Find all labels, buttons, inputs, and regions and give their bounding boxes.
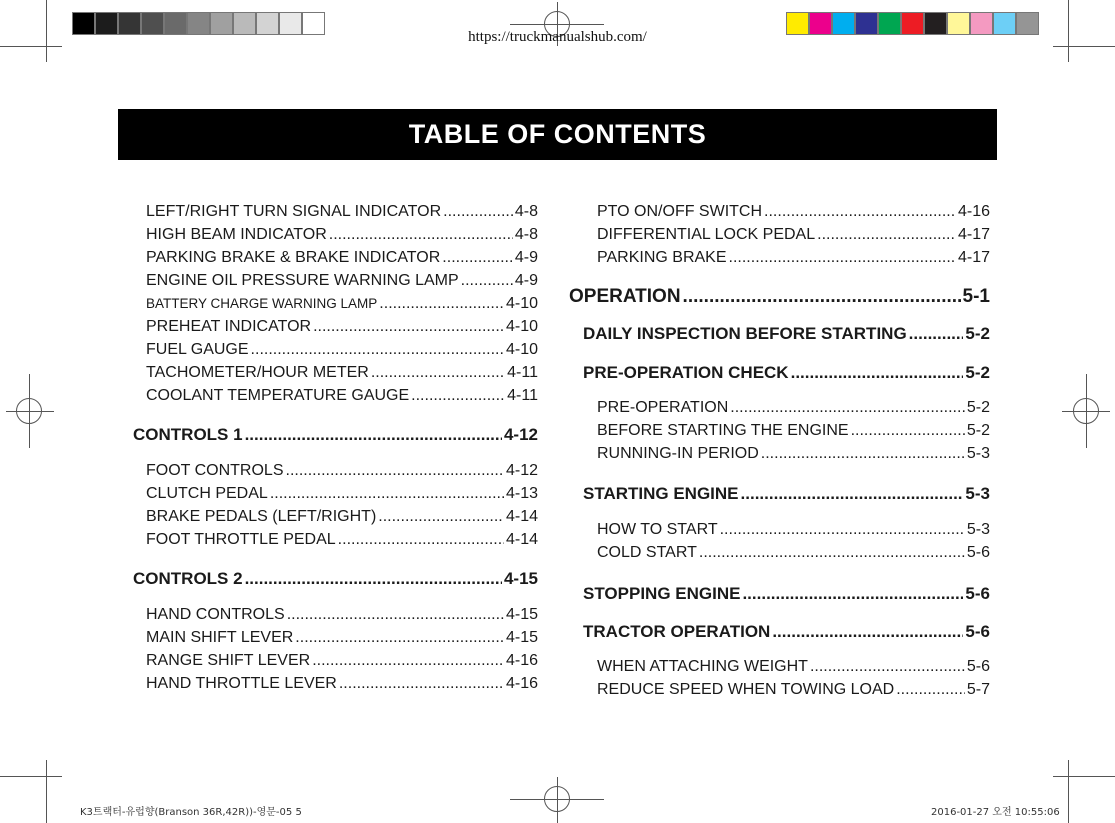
toc-dot-leader — [461, 272, 513, 290]
toc-dot-leader — [245, 425, 502, 445]
toc-entry-page: 5-3 — [966, 521, 990, 538]
toc-entry-title: DIFFERENTIAL LOCK PEDAL — [597, 226, 816, 243]
toc-entry[interactable] — [597, 658, 990, 678]
toc-entry-title: ENGINE OIL PRESSURE WARNING LAMP — [146, 272, 459, 289]
toc-dot-leader — [313, 318, 504, 336]
toc-entry-page: 5-1 — [962, 286, 990, 307]
toc-dot-leader — [411, 387, 505, 405]
toc-entry-page: 4-14 — [505, 531, 538, 548]
print-footer-right: 2016-01-27 오전 10:55:06 — [931, 807, 1060, 818]
toc-entry[interactable] — [133, 569, 538, 591]
toc-entry-page: 4-16 — [505, 652, 538, 669]
toc-entry[interactable] — [146, 485, 538, 505]
toc-dot-leader — [720, 521, 965, 539]
toc-entry-page: 5-2 — [965, 363, 990, 382]
crop-mark — [1053, 776, 1115, 777]
toc-entry[interactable] — [133, 425, 538, 447]
toc-entry-page: 4-15 — [505, 629, 538, 646]
toc-entry-title: PARKING BRAKE & BRAKE INDICATOR — [146, 249, 441, 266]
toc-entry[interactable] — [146, 508, 538, 528]
toc-entry-title: PTO ON/OFF SWITCH — [597, 203, 763, 220]
toc-entry[interactable] — [583, 584, 990, 606]
toc-entry-page: 4-10 — [505, 295, 538, 312]
toc-entry-page: 5-6 — [966, 544, 990, 561]
crop-mark — [1053, 46, 1115, 47]
toc-entry-title: FOOT THROTTLE PEDAL — [146, 531, 336, 548]
toc-entry[interactable] — [146, 249, 538, 269]
toc-entry-page: 4-13 — [505, 485, 538, 502]
toc-entry[interactable] — [597, 226, 990, 246]
toc-dot-leader — [772, 622, 963, 642]
toc-entry[interactable] — [146, 531, 538, 551]
toc-entry[interactable] — [583, 324, 990, 346]
toc-entry-title: FOOT CONTROLS — [146, 462, 284, 479]
crop-mark — [46, 760, 47, 823]
toc-entry[interactable] — [569, 286, 990, 310]
toc-dot-leader — [699, 544, 965, 562]
toc-dot-leader — [683, 286, 961, 308]
toc-entry[interactable] — [146, 462, 538, 482]
toc-entry[interactable] — [146, 606, 538, 626]
toc-entry-title: OPERATION — [569, 286, 681, 307]
toc-dot-leader — [817, 226, 956, 244]
toc-entry-title: HAND CONTROLS — [146, 606, 285, 623]
toc-entry-page: 4-9 — [514, 272, 538, 289]
toc-entry-page: 5-3 — [965, 484, 990, 503]
toc-entry-title: PREHEAT INDICATOR — [146, 318, 312, 335]
toc-dot-leader — [909, 324, 964, 344]
toc-dot-leader — [338, 531, 504, 549]
toc-entry[interactable] — [146, 387, 538, 407]
toc-entry-title: CONTROLS 1 — [133, 425, 243, 444]
toc-entry[interactable] — [583, 363, 990, 385]
toc-entry-page: 4-15 — [503, 569, 538, 588]
toc-dot-leader — [378, 508, 504, 526]
toc-dot-leader — [443, 203, 513, 221]
toc-entry-title: STARTING ENGINE — [583, 484, 739, 503]
toc-entry-page: 5-7 — [966, 681, 990, 698]
toc-dot-leader — [251, 341, 504, 359]
toc-entry-title: DAILY INSPECTION BEFORE STARTING — [583, 324, 907, 343]
toc-entry-title: HIGH BEAM INDICATOR — [146, 226, 327, 243]
toc-entry-page: 4-17 — [957, 249, 990, 266]
toc-entry-title: BATTERY CHARGE WARNING LAMP — [146, 296, 378, 311]
print-footer-left: K3트랙터-유럽향(Branson 36R,42R))-영문-05 5 — [80, 807, 302, 818]
toc-dot-leader — [329, 226, 513, 244]
toc-entry-title: MAIN SHIFT LEVER — [146, 629, 294, 646]
toc-dot-leader — [742, 584, 963, 604]
toc-entry-title: BRAKE PEDALS (LEFT/RIGHT) — [146, 508, 377, 525]
toc-entry-title: HOW TO START — [597, 521, 718, 538]
crop-mark — [0, 46, 62, 47]
toc-dot-leader — [791, 363, 964, 383]
toc-entry[interactable] — [597, 544, 990, 564]
toc-dot-leader — [245, 569, 502, 589]
toc-entry[interactable] — [597, 445, 990, 465]
toc-dot-leader — [730, 399, 965, 417]
toc-dot-leader — [764, 203, 956, 221]
toc-entry-title: CONTROLS 2 — [133, 569, 243, 588]
toc-entry-title: COOLANT TEMPERATURE GAUGE — [146, 387, 410, 404]
toc-entry-page: 4-14 — [505, 508, 538, 525]
toc-dot-leader — [286, 462, 504, 480]
toc-entry-page: 4-15 — [505, 606, 538, 623]
toc-entry-title: RUNNING-IN PERIOD — [597, 445, 759, 462]
toc-entry[interactable] — [146, 364, 538, 384]
toc-entry[interactable] — [146, 272, 538, 292]
toc-entry[interactable] — [146, 675, 538, 695]
toc-dot-leader — [810, 658, 965, 676]
page-title-text: TABLE OF CONTENTS — [408, 119, 707, 149]
toc-entry[interactable] — [146, 226, 538, 246]
toc-dot-leader — [442, 249, 513, 267]
toc-entry-title: CLUTCH PEDAL — [146, 485, 268, 502]
toc-dot-leader — [729, 249, 956, 267]
toc-entry-title: TACHOMETER/HOUR METER — [146, 364, 369, 381]
toc-entry[interactable] — [597, 681, 990, 701]
toc-entry-title: FUEL GAUGE — [146, 341, 249, 358]
toc-dot-leader — [761, 445, 965, 463]
toc-dot-leader — [371, 364, 505, 382]
toc-entry-title: REDUCE SPEED WHEN TOWING LOAD — [597, 681, 895, 698]
toc-entry-page: 5-2 — [966, 422, 990, 439]
toc-entry-page: 4-8 — [514, 226, 538, 243]
toc-entry-page: 4-12 — [503, 425, 538, 444]
toc-entry[interactable] — [583, 484, 990, 506]
toc-entry-page: 4-12 — [505, 462, 538, 479]
toc-dot-leader — [339, 675, 504, 693]
toc-entry[interactable] — [597, 249, 990, 269]
toc-entry-title: PRE-OPERATION — [597, 399, 729, 416]
toc-entry[interactable] — [597, 422, 990, 442]
toc-entry[interactable] — [597, 203, 990, 223]
toc-entry[interactable] — [597, 399, 990, 419]
toc-entry-page: 5-6 — [965, 622, 990, 641]
crop-mark — [1068, 760, 1069, 823]
page-title — [118, 109, 997, 160]
toc-entry-page: 5-6 — [965, 584, 990, 603]
toc-entry-title: HAND THROTTLE LEVER — [146, 675, 337, 692]
toc-entry[interactable] — [146, 652, 538, 672]
toc-entry[interactable] — [583, 622, 990, 644]
toc-dot-leader — [295, 629, 504, 647]
toc-dot-leader — [851, 422, 965, 440]
toc-entry-title: TRACTOR OPERATION — [583, 622, 771, 641]
crop-mark — [0, 776, 62, 777]
toc-entry-page: 5-6 — [966, 658, 990, 675]
source-url[interactable]: https://truckmanualshub.com/ — [468, 29, 647, 45]
toc-dot-leader — [287, 606, 504, 624]
toc-entry-title: STOPPING ENGINE — [583, 584, 741, 603]
toc-entry-title: LEFT/RIGHT TURN SIGNAL INDICATOR — [146, 203, 442, 220]
toc-entry[interactable] — [146, 629, 538, 649]
toc-dot-leader — [379, 295, 504, 313]
toc-entry-page: 4-9 — [514, 249, 538, 266]
toc-entry[interactable] — [146, 341, 538, 361]
toc-dot-leader — [896, 681, 965, 699]
toc-entry[interactable] — [146, 318, 538, 338]
toc-entry-title: PRE-OPERATION CHECK — [583, 363, 789, 382]
toc-entry-title: PARKING BRAKE — [597, 249, 727, 266]
toc-entry-page: 5-2 — [965, 324, 990, 343]
toc-entry-page: 4-11 — [507, 364, 538, 381]
toc-entry-title: BEFORE STARTING THE ENGINE — [597, 422, 849, 439]
toc-dot-leader — [312, 652, 504, 670]
toc-entry-page: 5-2 — [966, 399, 990, 416]
toc-dot-leader — [270, 485, 504, 503]
toc-entry-title: WHEN ATTACHING WEIGHT — [597, 658, 808, 675]
toc-dot-leader — [741, 484, 964, 504]
toc-entry[interactable] — [597, 521, 990, 541]
toc-entry[interactable] — [146, 203, 538, 223]
toc-entry-title: RANGE SHIFT LEVER — [146, 652, 311, 669]
toc-entry-page: 5-3 — [966, 445, 990, 462]
toc-entry-title: COLD START — [597, 544, 697, 561]
toc-entry-page: 4-10 — [505, 318, 538, 335]
toc-entry-page: 4-10 — [505, 341, 538, 358]
toc-entry-page: 4-8 — [514, 203, 538, 220]
toc-entry-page: 4-16 — [957, 203, 990, 220]
toc-entry-page: 4-11 — [507, 387, 538, 404]
toc-entry-page: 4-17 — [957, 226, 990, 243]
toc-entry[interactable] — [146, 295, 538, 315]
toc-entry-page: 4-16 — [505, 675, 538, 692]
